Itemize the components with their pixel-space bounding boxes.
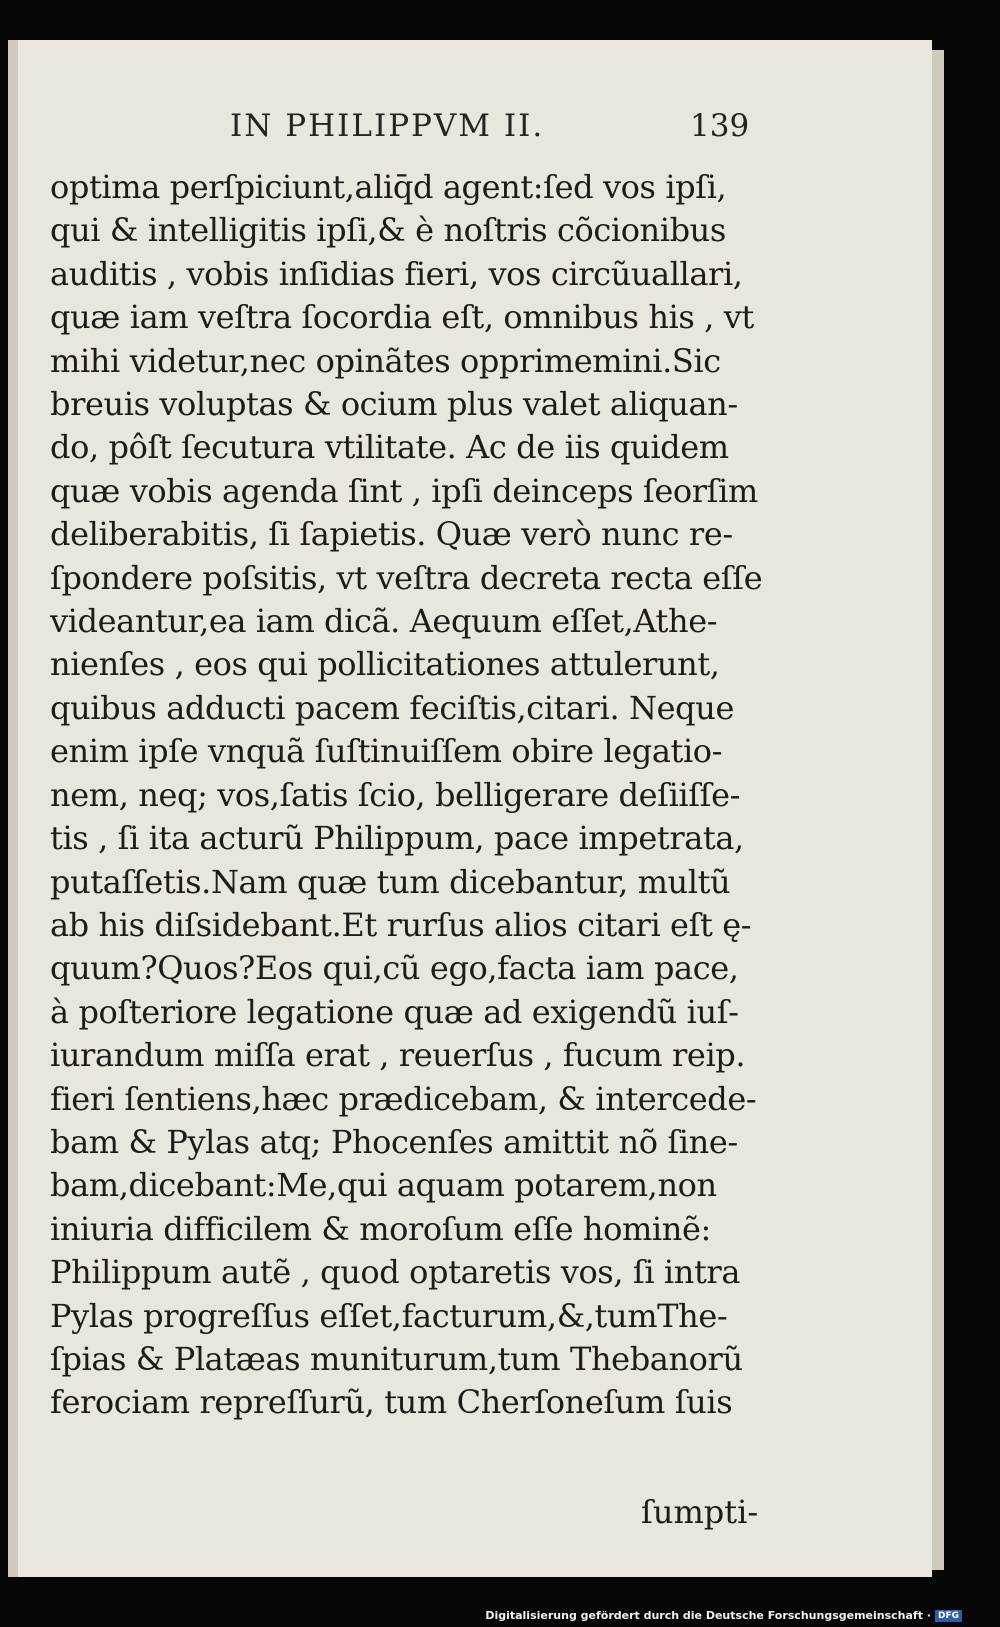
text-line: quæ iam veſtra ſocordia eſt, omnibus his , vt <box>50 298 754 337</box>
text-line: Pylas progreſſus eſſet,facturum,&,tumThe- <box>50 1296 728 1335</box>
text-line: do, pôſt ſecutura vtilitate. Ac de iis quidem <box>50 428 729 467</box>
text-line: tis , ſi ita acturũ Philippum, pace impetrata, <box>50 819 744 858</box>
text-line: quæ vobis agenda ſint , ipſi deinceps ſeorſim <box>50 471 758 510</box>
text-line: nienſes , eos qui pollicitationes attulerunt, <box>50 645 720 684</box>
text-line: Philippum autẽ , quod optaretis vos, ſi intra <box>50 1253 741 1292</box>
page-edge <box>932 50 944 1570</box>
digitization-credit <box>485 1609 962 1622</box>
text-line: iniuria difficilem & moroſum eſſe hominẽ: <box>50 1209 711 1248</box>
page-header <box>18 108 932 164</box>
catchword: ſumpti- <box>641 1493 759 1531</box>
text-line: nem, neq; vos,ſatis ſcio, belligerare deſiiſſe- <box>50 775 741 814</box>
book-page <box>8 40 932 1577</box>
text-line: qui & intelligitis ipſi,& è noſtris cõcionibus <box>50 211 726 250</box>
text-line: bam & Pylas atq; Phocenſes amittit nõ ſine- <box>50 1122 738 1161</box>
text-line: deliberabitis, ſi ſapietis. Quæ verò nunc re- <box>50 515 733 554</box>
text-line: à poſteriore legatione quæ ad exigendũ iuſ- <box>50 992 739 1031</box>
dfg-logo-icon: DFG <box>935 1610 962 1622</box>
text-line: iurandum miſſa erat , reuerſus , fucum reip. <box>50 1036 746 1075</box>
text-line: putaſſetis.Nam quæ tum dicebantur, multũ <box>50 862 731 901</box>
text-line: quum?Quos?Eos qui,cũ ego,facta iam pace, <box>50 949 739 988</box>
text-line: ſpondere poſsitis, vt veſtra decreta recta eſſe <box>50 558 763 597</box>
text-line: ferociam repreſſurũ, tum Cherſoneſum ſuis <box>50 1383 733 1422</box>
text-line: videantur,ea iam dicã. Aequum eſſet,Athe- <box>50 602 718 641</box>
text-line: bam,dicebant:Me,qui aquam potarem,non <box>50 1166 717 1205</box>
text-line: fieri ſentiens,hæc prædicebam, & intercede- <box>50 1079 757 1118</box>
text-line: optima perſpiciunt,aliq̄d agent:ſed vos ipſi, <box>50 168 727 206</box>
running-head: IN PHILIPPVM II. <box>230 108 545 144</box>
text-line: ab his diſsidebant.Et rurſus alios citari eſt ę- <box>50 905 752 944</box>
text-line: enim ipſe vnquã ſuſtinuiſſem obire legatio- <box>50 732 723 771</box>
text-line: breuis voluptas & ocium plus valet aliquan- <box>50 385 738 424</box>
text-line: auditis , vobis inſidias fieri, vos circũuallari, <box>50 254 743 293</box>
text-line: mihi videtur,nec opinãtes opprimemini.Sic <box>50 341 721 380</box>
text-line: quibus adducti pacem feciſtis,citari. Neque <box>50 688 735 727</box>
credit-text: Digitalisierung gefördert durch die Deutsche Forschungsgemeinschaft · <box>485 1609 931 1622</box>
page-number: 139 <box>690 108 750 144</box>
text-line: ſpias & Platæas muniturum,tum Thebanorũ <box>50 1339 743 1378</box>
body-text <box>50 166 802 1425</box>
